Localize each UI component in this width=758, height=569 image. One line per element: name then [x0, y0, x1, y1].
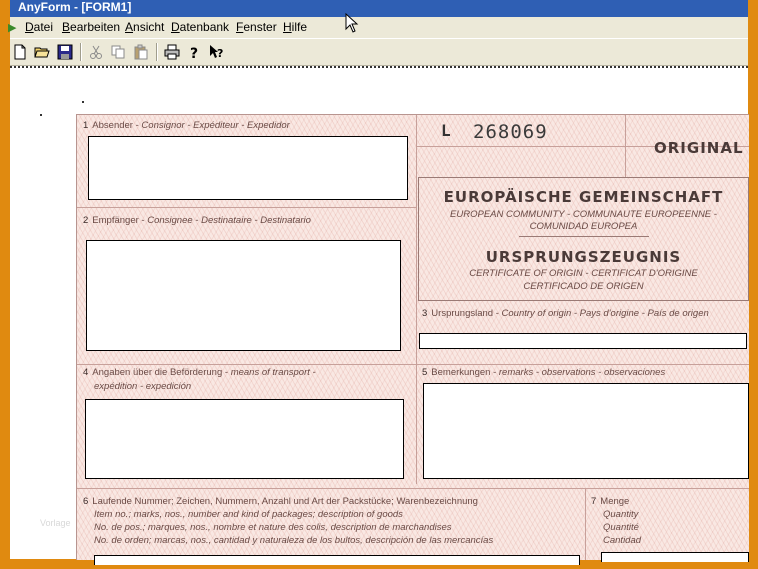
goods-description-input[interactable] [94, 555, 580, 565]
country-of-origin-input[interactable] [419, 333, 747, 349]
app-window [10, 0, 748, 559]
form-divider [416, 115, 417, 484]
eu-subtitle-line2: COMUNIDAD EUROPEA [529, 221, 638, 232]
form-divider [585, 488, 586, 560]
form-divider [77, 207, 416, 208]
certificate-title: URSPRUNGSZEUGNIS [485, 248, 682, 266]
label-quantity-en: Quantity [603, 509, 639, 520]
window-title: AnyForm - [FORM1] [18, 0, 132, 14]
label-quantity-es: Cantidad [603, 535, 642, 546]
toolbar-separator [156, 43, 158, 61]
label-goods-description-en: Item no.; marks, nos., number and kind of packages; description of goods [94, 509, 403, 520]
watermark-text: Vorlage [40, 518, 71, 528]
label-remarks: 5 Bemerkungen - remarks - observations - observaciones [422, 367, 666, 378]
new-file-icon[interactable] [12, 44, 28, 60]
mouse-cursor-icon [345, 13, 359, 33]
eu-certificate-block [418, 177, 749, 301]
help-icon[interactable] [187, 44, 203, 60]
menu-bar [10, 17, 748, 38]
eu-subtitle-line1: EUROPEAN COMMUNITY - COMMUNAUTE EUROPEENNE - [450, 209, 717, 220]
consignor-input[interactable] [88, 136, 408, 200]
menu-ansicht[interactable]: Ansicht [125, 20, 165, 34]
certificate-subtitle-line1: CERTIFICATE OF ORIGIN - CERTIFICAT D'ORIGINE [469, 268, 698, 279]
label-quantity-fr: Quantité [603, 522, 639, 533]
transport-input[interactable] [85, 399, 404, 479]
context-help-icon[interactable] [209, 44, 225, 60]
menu-bearbeiten[interactable]: Bearbeiten [62, 20, 121, 34]
label-consignee: 2 Empfänger - Consignee - Destinataire - Destinatario [83, 215, 311, 226]
label-transport-line2: expédition - expedición [94, 381, 192, 392]
label-consignor: 1 Absender - Consignor - Expéditeur - Expedidor [83, 120, 290, 131]
label-goods-description-fr: No. de pos.; marques, nos., nombre et nature des colis, description de marchandises [94, 522, 452, 533]
quantity-input[interactable] [601, 552, 749, 562]
certificate-subtitle-line2: CERTIFICADO DE ORIGEN [523, 281, 644, 292]
label-goods-description-es: No. de orden; marcas, nos., cantidad y naturaleza de los bultos, descripción de las mercancías [94, 535, 494, 546]
marker-dot [82, 101, 84, 103]
menu-datei[interactable]: Datei [25, 20, 54, 34]
document-area [10, 70, 748, 559]
cut-icon[interactable] [88, 44, 104, 60]
consignee-input[interactable] [86, 240, 401, 351]
app-icon[interactable]: ▶ [8, 22, 17, 34]
menu-hilfe[interactable]: Hilfe [283, 20, 308, 34]
toolbar-separator [80, 43, 82, 61]
toolbar [10, 38, 748, 66]
serial-letter: L [441, 121, 451, 140]
label-transport: 4 Angaben über die Beförderung - means of transport - [83, 367, 316, 378]
menu-datenbank[interactable]: Datenbank [171, 20, 230, 34]
certificate-form [76, 114, 749, 560]
menu-fenster[interactable]: Fenster [236, 20, 277, 34]
marker-dot [40, 114, 42, 116]
label-country-of-origin: 3 Ursprungsland - Country of origin - Pays d'origine - País de origen [422, 308, 709, 319]
eu-title: EUROPÄISCHE GEMEINSCHAFT [443, 188, 724, 206]
paste-icon[interactable] [133, 44, 149, 60]
form-divider [77, 488, 749, 489]
svg-text:?: ? [217, 47, 224, 60]
original-stamp: ORIGINAL [654, 139, 744, 157]
eu-rule [519, 236, 649, 237]
open-folder-icon[interactable] [34, 44, 50, 60]
print-icon[interactable] [164, 44, 180, 60]
serial-number: 268069 [473, 121, 548, 143]
form-divider [625, 115, 626, 177]
label-quantity: 7 Menge [591, 496, 630, 507]
label-goods-description: 6 Laufende Nummer; Zeichen, Nummern, Anzahl und Art der Packstücke; Warenbezeichnung [83, 496, 478, 507]
save-icon[interactable] [57, 44, 73, 60]
title-bar [10, 0, 748, 17]
remarks-input[interactable] [423, 383, 749, 479]
form-divider [77, 364, 749, 365]
copy-icon[interactable] [110, 44, 126, 60]
svg-text:?: ? [190, 46, 199, 62]
